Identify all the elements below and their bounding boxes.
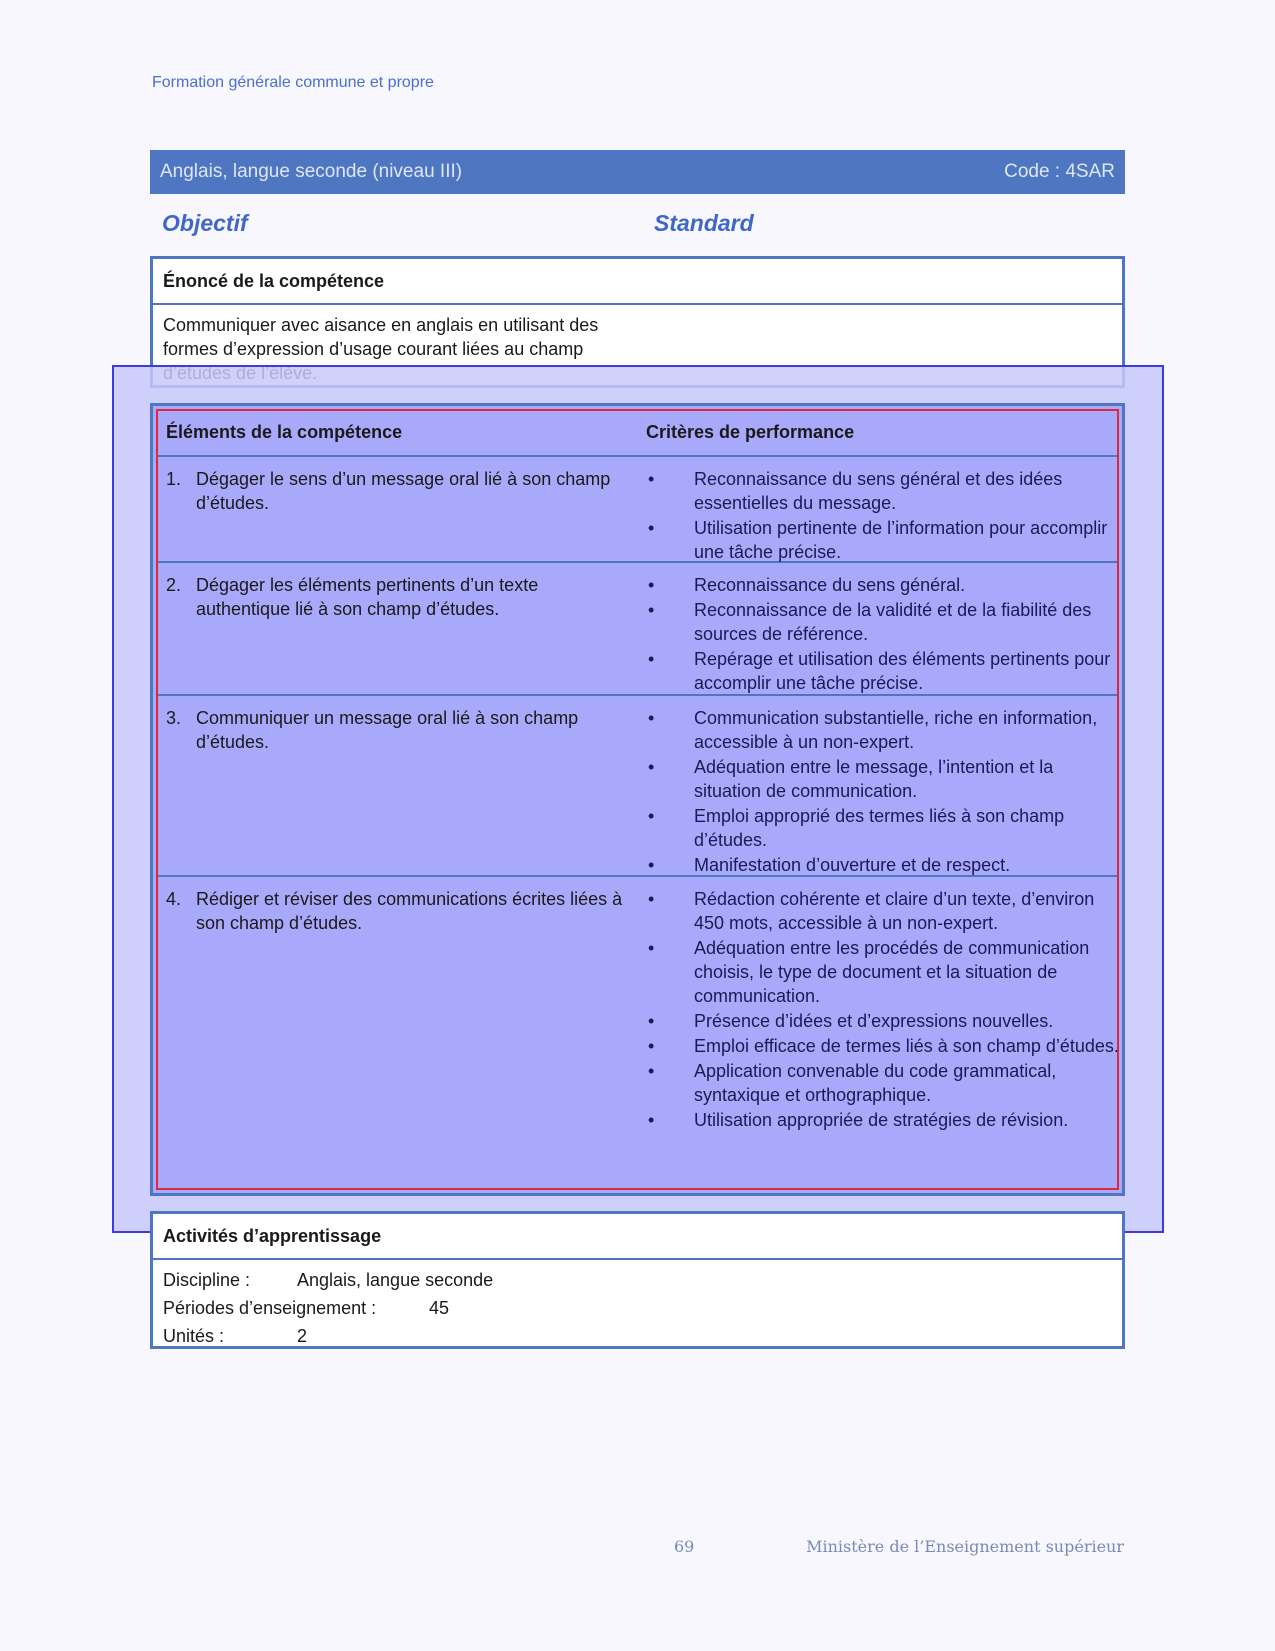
criterion-item: • Reconnaissance du sens général et des idées essentielles du message. [646,467,1124,515]
element-text [166,467,626,515]
ministry-name: Ministère de l’Enseignement supérieur [806,1537,1124,1556]
criterion-item: • Repérage et utilisation des éléments pertinents pour accomplir une tâche précise. [646,647,1124,695]
element-number: 4. [166,889,182,909]
criterion-item: • Application convenable du code grammatical, syntaxique et orthographique. [646,1059,1124,1107]
element-text [166,573,626,621]
periodes-label: Périodes d’enseignement : [163,1298,377,1318]
element-row-4 [158,877,1117,1195]
criterion-item: • Reconnaissance du sens général. [646,573,1124,597]
unites-label: Unités : [163,1326,225,1346]
criterion-item: • Adéquation entre les procédés de communication choisis, le type de document et la situation de communication. [646,936,1124,1008]
element-text [166,706,626,754]
criterion-item: • Utilisation pertinente de l’information pour accomplir une tâche précise. [646,516,1124,564]
element-text [166,887,626,935]
criteria-list [646,467,1124,565]
criterion-item: • Emploi approprié des termes liés à son champ d’études. [646,804,1124,852]
criterion-item: • Utilisation appropriée de stratégies de révision. [646,1108,1124,1132]
criterion-item: • Communication substantielle, riche en information, accessible à un non-expert. [646,706,1124,754]
element-description: Dégager les éléments pertinents d’un texte authentique lié à son champ d’études. [196,575,539,619]
periodes-value: 45 [429,1298,450,1318]
element-description: Dégager le sens d’un message oral lié à son champ d’études. [196,469,611,513]
criterion-item: • Manifestation d’ouverture et de respect. [646,853,1124,877]
page-number: 69 [674,1537,695,1556]
criterion-item: • Rédaction cohérente et claire d’un texte, d’environ 450 mots, accessible à un non-expert. [646,887,1124,935]
periodes-line [163,1294,1112,1322]
enonce-text: Communiquer avec aisance en anglais en utilisant des formes d’expression d’usage courant liées au champ [163,315,599,359]
criteria-list [646,706,1124,878]
discipline-value: Anglais, langue seconde [297,1270,494,1290]
elements-heading: Éléments de la compétence [166,422,403,442]
element-number: 1. [166,469,182,489]
standard-label: Standard [654,210,754,236]
criterion-item: • Reconnaissance de la validité et de la fiabilité des sources de référence. [646,598,1124,646]
criteria-list [646,887,1124,1133]
criterion-item: • Adéquation entre le message, l’intention et la situation de communication. [646,755,1124,803]
element-row-2 [158,563,1117,696]
criterion-item: • Emploi efficace de termes liés à son champ d’études. [646,1034,1124,1058]
element-description: Rédiger et réviser des communications écrites liées à son champ d’études. [196,889,623,933]
discipline-line [163,1266,1112,1294]
activites-heading: Activités d’apprentissage [153,1214,1122,1260]
element-row-3 [158,696,1117,877]
element-number: 3. [166,708,182,728]
elements-table [150,403,1125,1196]
section-labels [162,210,754,237]
activites-box [150,1211,1125,1349]
element-description: Communiquer un message oral lié à son champ d’études. [196,708,579,752]
course-code: Code : 4SAR [1004,161,1115,182]
activites-details [153,1260,1122,1356]
course-title: Anglais, langue seconde (niveau III) [160,161,463,182]
objectif-label: Objectif [162,210,248,236]
element-number: 2. [166,575,182,595]
unites-value: 2 [297,1326,308,1346]
elements-header-row [158,411,1117,457]
criteria-heading: Critères de performance [646,422,855,442]
element-row-1 [158,457,1117,563]
running-header: Formation générale commune et propre [152,74,434,91]
enonce-heading: Énoncé de la compétence [153,259,1122,305]
course-title-bar [150,150,1125,194]
criteria-list [646,573,1124,696]
unites-line [163,1322,1112,1350]
elements-table-inner [156,409,1119,1190]
discipline-label: Discipline : [163,1270,251,1290]
criterion-item: • Présence d’idées et d’expressions nouvelles. [646,1009,1124,1033]
